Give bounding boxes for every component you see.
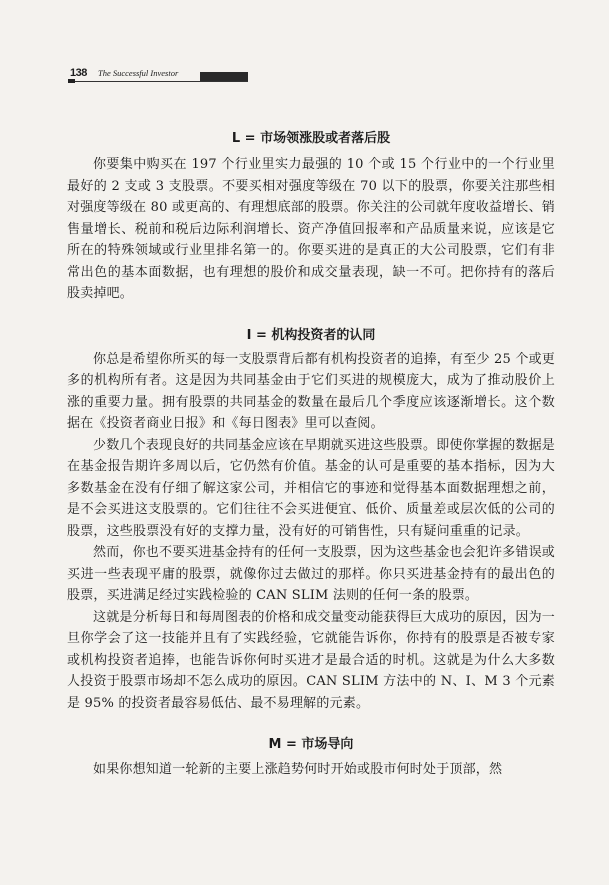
page-number: 138	[70, 67, 87, 79]
paragraph: 这就是分析每日和每周图表的价格和成交量变动能获得巨大成功的原因，因为一旦你学会了这一技能并且有了实践经验，它就能告诉你，你持有的股票是否被专家或机构投资者追捧，也能告诉你何时买进才是最合适的时机。这就是为什么大多数人投资于股票市场却不怎么成功的原因。CAN SLIM 方法中的 N、I、M 3 个元素是 95% 的投资者最容易低估、最不易理解的元素。	[67, 609, 556, 711]
section-l-leader-or-laggard	[67, 130, 555, 305]
section-m-market-direction	[67, 736, 555, 781]
section-heading: L = 市场领涨股或者落后股	[231, 131, 391, 146]
section-i-institutional-sponsorship	[67, 327, 555, 715]
paragraph: 少数几个表现良好的共同基金应该在早期就买进这些股票。即使你掌握的数据是在基金报告期许多周以后，它仍然有价值。基金的认可是重要的基本指标，因为大多数基金在没有仔细了解这家公司，并相信它的事迹和觉得基本面数据理想之前，是不会买进这支股票的。它们往往不会买进便宜、低价、质量差或层次低的公司的股票，这些股票没有好的支撑力量，没有好的可销售性，只有疑问重重的记录。	[67, 437, 556, 539]
header-tick-mark	[68, 79, 75, 83]
section-heading: I = 机构投资者的认同	[246, 327, 376, 343]
header-decoration-bar	[200, 72, 248, 81]
header-rule	[68, 81, 248, 82]
running-title: The Successful Investor	[98, 68, 179, 78]
paragraph: 然而，你也不要买进基金持有的任何一支股票，因为这些基金也会犯许多错误或买进一些表现平庸的股票，就像你过去做过的那样。你只买进基金持有的最出色的股票，买进满足经过实践检验的 CAN SLIM 法则的任何一条的股票。	[67, 545, 556, 603]
paragraph: 如果你想知道一轮新的主要上涨趋势何时开始或股市何时处于顶部，然	[93, 762, 503, 777]
paragraph: 你要集中购买在 197 个行业里实力最强的 10 个或 15 个行业中的一个行业里最好的 2 支或 3 支股票。不要买相对强度等级在 70 以下的股票，你要关注那些相对强度等级在 80 或更高的、有理想底部的股票。你关注的公司就年度收益增长、销售量增长、税前和税后边际利润增长、资产净值回报率和产品质量来说，应该是它所在的特殊领域或行业里排名第一的。你要买进的是真正的大公司股票，它们有非常出色的基本面数据，也有理想的股价和成交量表现，缺一不可。把你持有的落后股卖掉吧。	[67, 157, 555, 301]
page-body	[67, 130, 555, 781]
running-header	[68, 62, 238, 84]
paragraph: 你总是希望你所买的每一支股票背后都有机构投资者的追捧，有至少 25 个或更多的机构所有者。这是因为共同基金由于它们买进的规模庞大，成为了推动股价上涨的重要力量。拥有股票的共同基金的数量在最后几个季度应该逐渐增长。这个数据在《投资者商业日报》和《每日图表》里可以查阅。	[67, 351, 555, 431]
section-heading: M = 市场导向	[268, 737, 354, 752]
